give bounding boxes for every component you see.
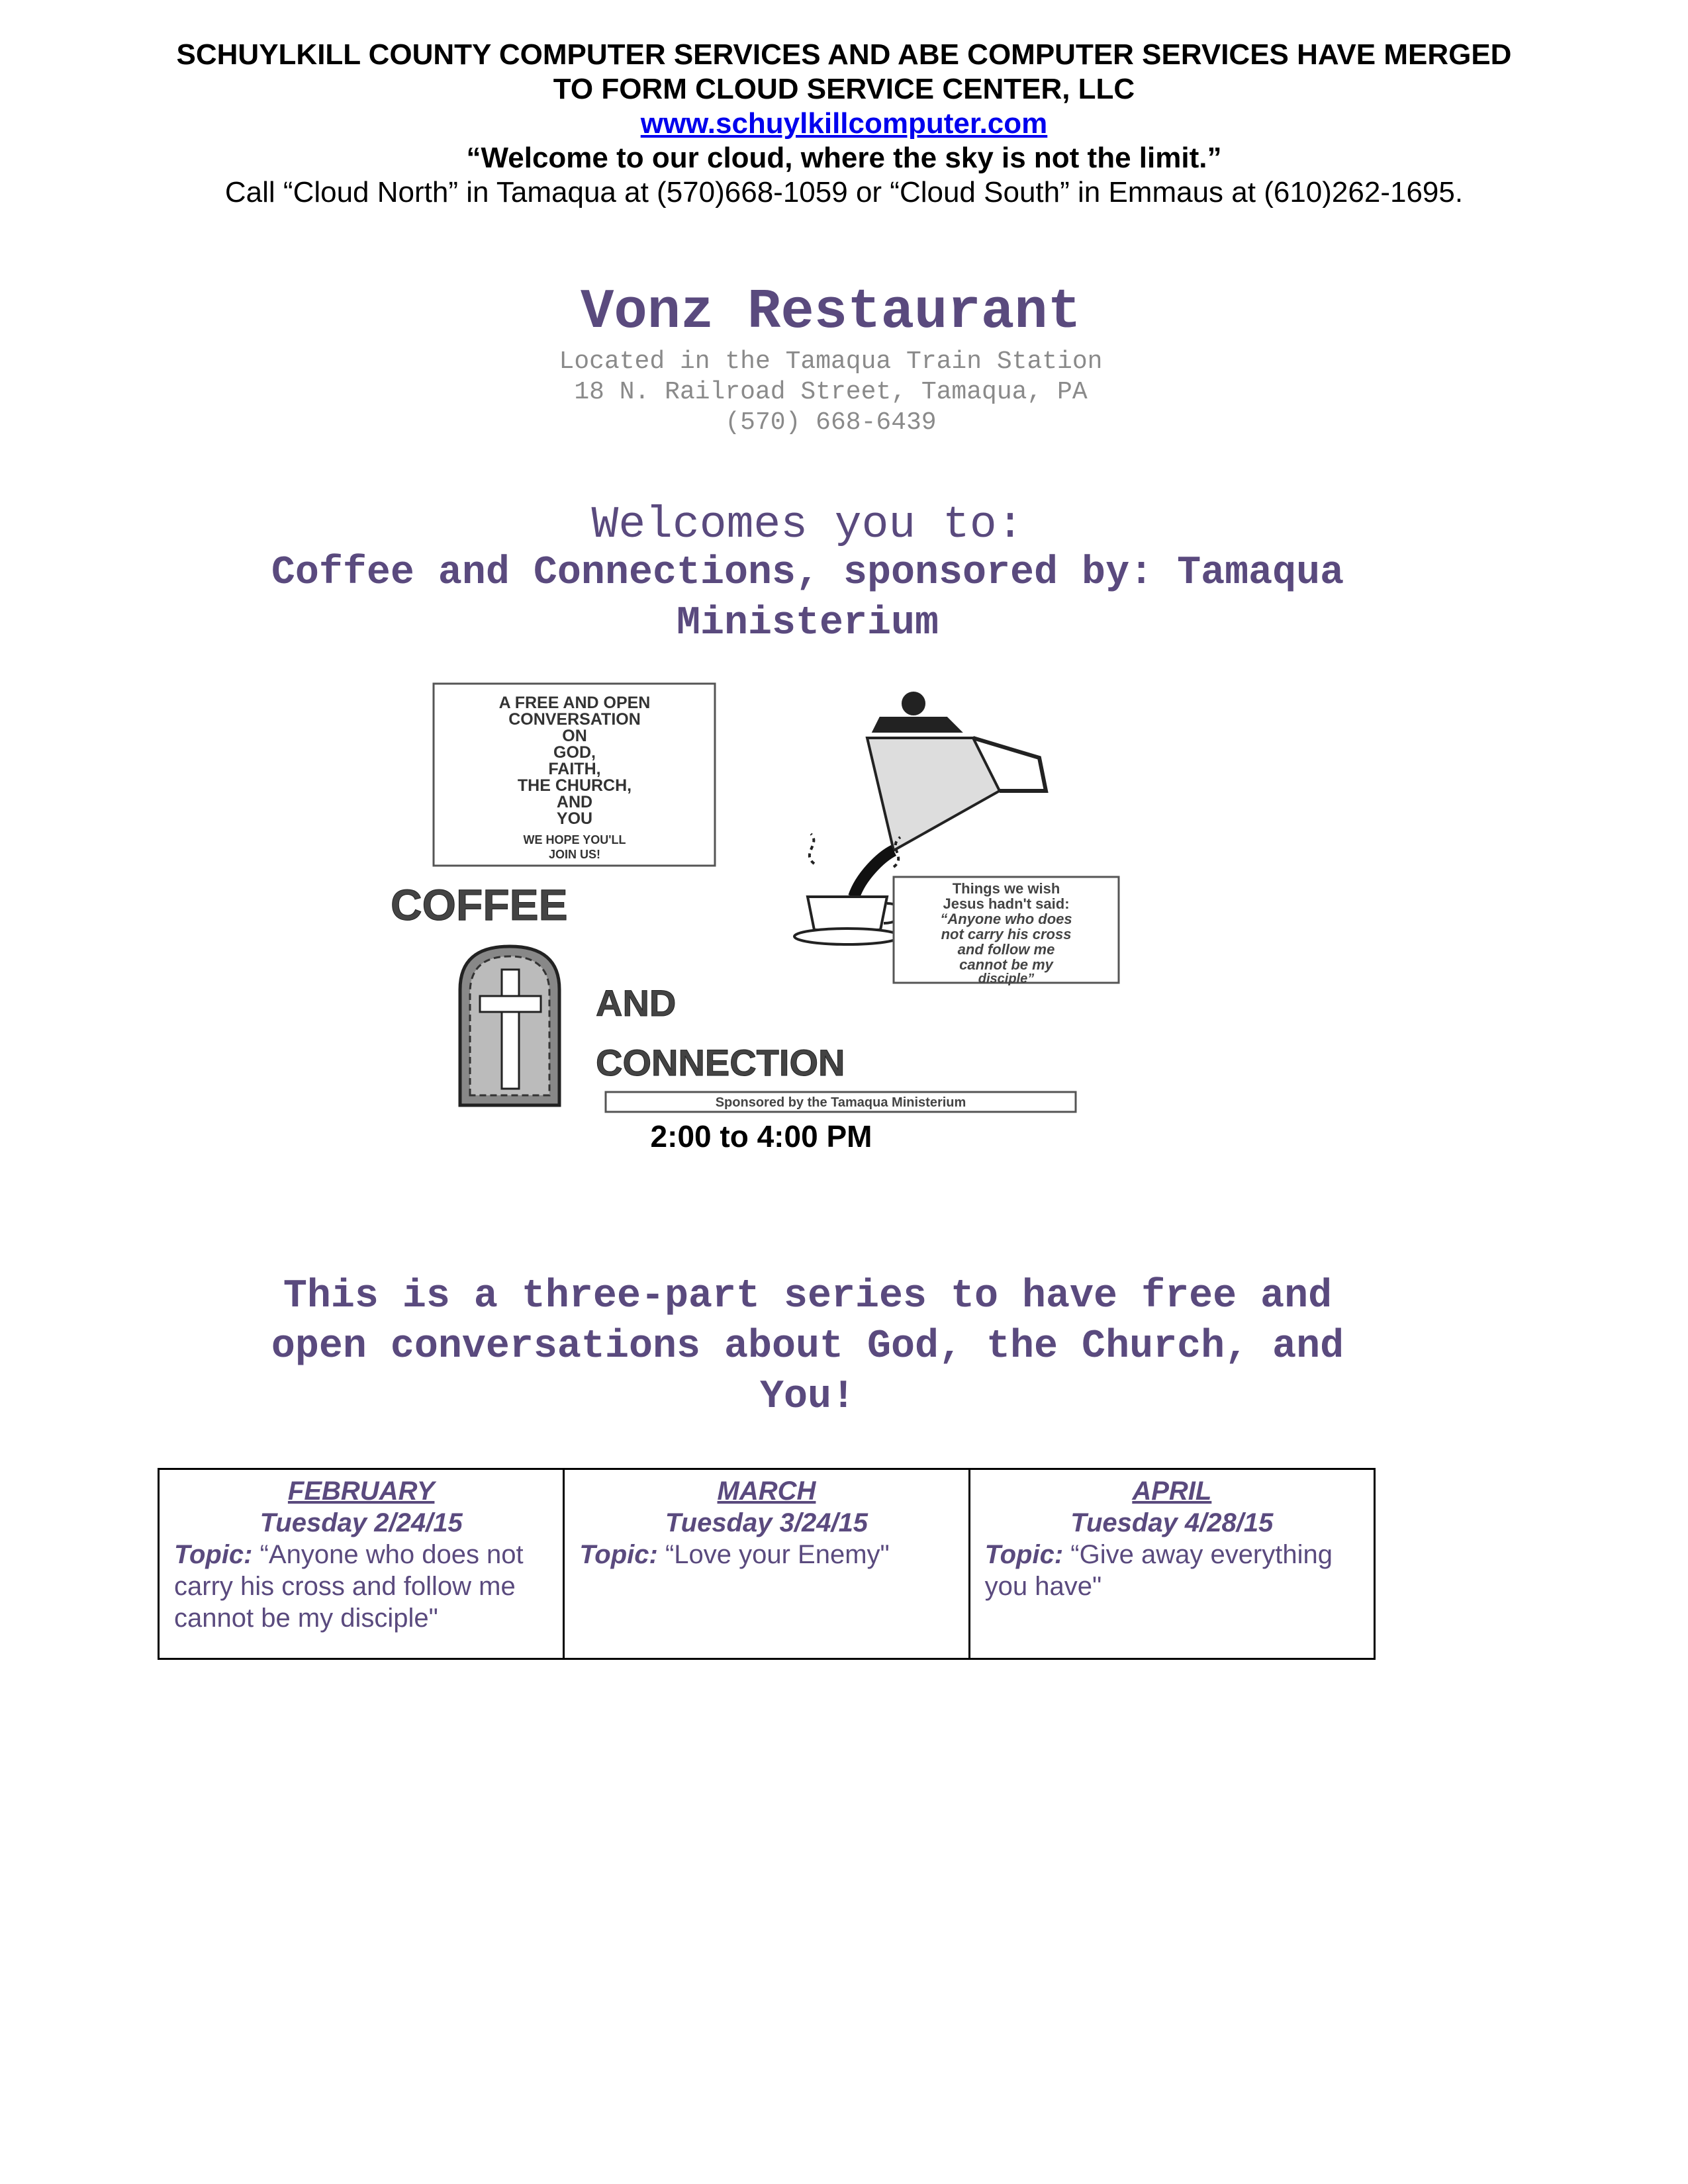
website-link[interactable]: www.schuylkillcomputer.com [640,107,1048,140]
quote-line: “Anyone who does [940,911,1072,927]
quote-line: not carry his cross [941,926,1072,942]
series-line-3: You! [759,1375,856,1420]
header-line-2: TO FORM CLOUD SERVICE CENTER, LLC [553,73,1135,105]
event-time: 2:00 to 4:00 PM [650,1119,872,1154]
header-line-1: SCHUYLKILL COUNTY COMPUTER SERVICES AND ABE COMPUTER SERVICES HAVE MERGED [176,38,1512,71]
restaurant-address: 18 N. Railroad Street, Tamaqua, PA [574,378,1088,406]
box-line: ON [562,727,587,745]
box-line: YOU [556,809,593,828]
month-label: FEBRUARY [287,1477,435,1506]
series-line-2: open conversations about God, the Church, and [271,1324,1344,1369]
contact-line: Call “Cloud North” in Tamaqua at (570)668-1059 or “Cloud South” in Emmaus at (610)262-1695. [224,176,1464,208]
box-footer: JOIN US! [548,848,601,861]
month-label: MARCH [717,1477,816,1506]
coffee-connection-flyer [377,678,1125,1115]
coffee-press-icon [854,693,1046,897]
box-line: THE CHURCH, [517,776,632,795]
quote-line: Jesus hadn't said: [943,895,1070,912]
event-line-1: Coffee and Connections, sponsored by: Tamaqua [271,551,1344,596]
schedule-table [158,1468,1376,1660]
date-label: Tuesday 3/24/15 [665,1508,868,1537]
date-label: Tuesday 4/28/15 [1070,1508,1274,1537]
quote-line: Things we wish [952,880,1060,897]
topic-value: “Give away everything you have" [984,1540,1333,1601]
month-label: APRIL [1132,1477,1212,1506]
stained-glass-cross-icon [460,946,559,1105]
box-line: FAITH, [548,760,601,778]
series-line-1: This is a three-part series to have free and [283,1274,1333,1319]
schedule-column-march [565,1470,970,1658]
topic-text [985,1539,1359,1602]
topic-label: Topic: [984,1540,1064,1569]
quote-line: disciple” [978,972,1035,986]
topic-text [174,1539,548,1634]
connection-word: CONNECTION [596,1042,845,1083]
and-word: AND [596,982,677,1024]
schedule-column-april [970,1470,1374,1658]
event-line-2: Ministerium [676,601,939,646]
slogan: “Welcome to our cloud, where the sky is not the limit.” [466,142,1222,174]
box-line: AND [556,793,593,811]
box-line: CONVERSATION [508,710,641,729]
topic-label: Topic: [579,1540,658,1569]
quote-line: and follow me [957,941,1055,958]
box-line: GOD, [553,743,596,762]
restaurant-phone: (570) 668-6439 [725,408,937,437]
box-line: A FREE AND OPEN [498,694,651,712]
restaurant-name: Vonz Restaurant [580,281,1082,344]
topic-text [579,1539,953,1570]
date-label: Tuesday 2/24/15 [259,1508,463,1537]
quote-line: cannot be my [959,956,1053,973]
box-footer: WE HOPE YOU'LL [523,833,626,846]
schedule-column-february [160,1470,565,1658]
restaurant-location: Located in the Tamaqua Train Station [559,347,1103,376]
sponsor-text: Sponsored by the Tamaqua Ministerium [715,1095,966,1110]
welcome-text: Welcomes you to: [591,500,1024,551]
topic-value: “Love your Enemy" [657,1540,890,1569]
topic-value: “Anyone who does not carry his cross and follow me cannot be my disciple" [174,1540,524,1633]
coffee-word: COFFEE [391,880,568,929]
topic-label: Topic: [174,1540,253,1569]
website-row [0,107,1688,140]
